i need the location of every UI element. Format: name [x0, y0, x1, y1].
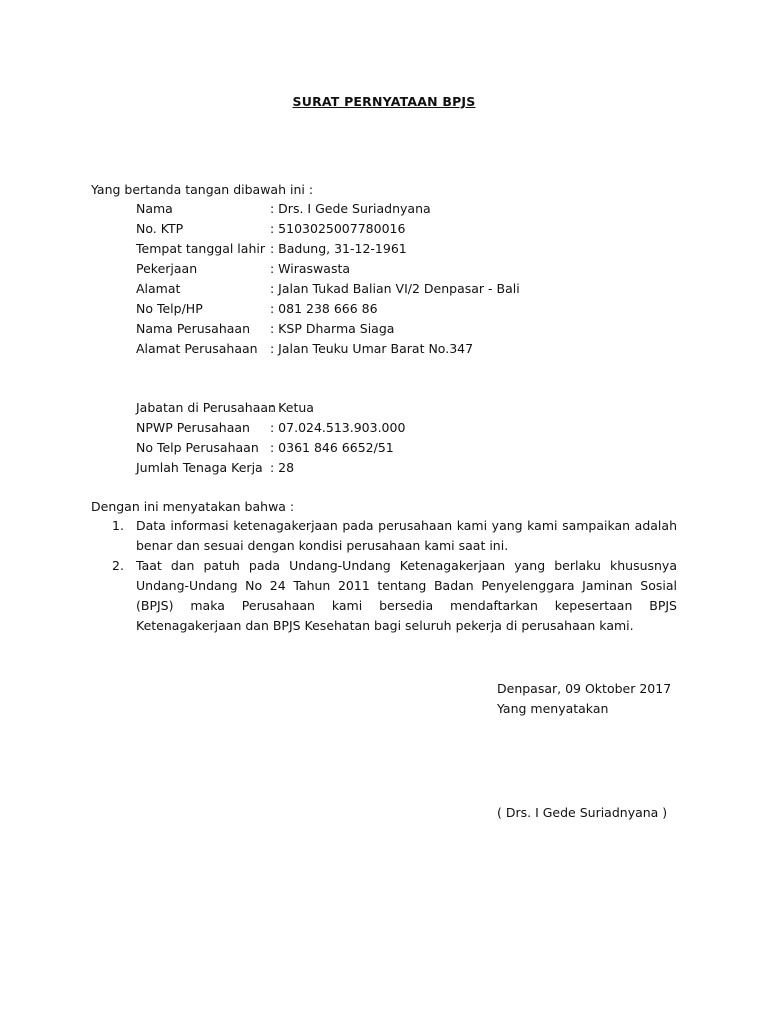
- field-row-address: [136, 279, 696, 299]
- list-text: Data informasi ketenagakerjaan pada perusahaan kami yang kami sampaikan adalah benar dan sesuai dengan kondisi perusahaan kami saat ini.: [136, 518, 677, 553]
- personal-details: [136, 199, 696, 359]
- intro-text: Yang bertanda tangan dibawah ini :: [91, 182, 314, 197]
- field-value: : KSP Dharma Siaga: [270, 321, 395, 336]
- company-details: [136, 398, 696, 478]
- field-label: Alamat: [136, 281, 181, 296]
- field-label: No Telp/HP: [136, 301, 203, 316]
- field-value: : Jalan Teuku Umar Barat No.347: [270, 341, 474, 356]
- field-row-company-name: [136, 319, 696, 339]
- field-label: Nama: [136, 201, 173, 216]
- statement-list: [112, 516, 677, 636]
- field-row-position: [136, 398, 696, 418]
- field-row-workforce: [136, 458, 696, 478]
- field-row-npwp: [136, 418, 696, 438]
- place-date: Denpasar, 09 Oktober 2017: [497, 681, 672, 696]
- field-row-nama: [136, 199, 696, 219]
- field-value: : Ketua: [270, 400, 314, 415]
- field-value: : Badung, 31-12-1961: [270, 241, 407, 256]
- field-row-company-phone: [136, 438, 696, 458]
- signer-name: ( Drs. I Gede Suriadnyana ): [497, 805, 668, 820]
- field-label: No Telp Perusahaan: [136, 440, 259, 455]
- list-item: [112, 516, 677, 556]
- field-label: NPWP Perusahaan: [136, 420, 250, 435]
- field-label: Alamat Perusahaan: [136, 341, 258, 356]
- field-value: : 07.024.513.903.000: [270, 420, 406, 435]
- field-label: Tempat tanggal lahir: [136, 241, 265, 256]
- signature-block: [497, 679, 671, 719]
- field-label: Nama Perusahaan: [136, 321, 251, 336]
- field-row-birth: [136, 239, 696, 259]
- field-label: No. KTP: [136, 221, 184, 236]
- list-item: [112, 556, 677, 636]
- field-value: : Wiraswasta: [270, 261, 351, 276]
- field-label: Pekerjaan: [136, 261, 198, 276]
- list-number: 2.: [112, 558, 124, 573]
- document-title: SURAT PERNYATAAN BPJS: [292, 94, 476, 109]
- field-value: : Jalan Tukad Balian VI/2 Denpasar - Bali: [270, 281, 520, 296]
- field-row-occupation: [136, 259, 696, 279]
- statement-intro: Dengan ini menyatakan bahwa :: [91, 499, 295, 514]
- field-value: : 081 238 666 86: [270, 301, 378, 316]
- field-row-company-address: [136, 339, 696, 359]
- field-value: : 0361 846 6652/51: [270, 440, 394, 455]
- signer-caption: Yang menyatakan: [497, 701, 609, 716]
- field-value: : 28: [270, 460, 295, 475]
- field-row-ktp: [136, 219, 696, 239]
- field-value: : 5103025007780016: [270, 221, 406, 236]
- list-number: 1.: [112, 518, 124, 533]
- field-label: Jumlah Tenaga Kerja: [136, 460, 263, 475]
- field-label: Jabatan di Perusahaan: [136, 400, 276, 415]
- field-value: : Drs. I Gede Suriadnyana: [270, 201, 431, 216]
- field-row-phone: [136, 299, 696, 319]
- list-text: Taat dan patuh pada Undang-Undang Ketenagakerjaan yang berlaku khususnya Undang-Undang No 24 Tahun 2011 tentang Badan Penyelenggara Jaminan Sosial (BPJS) maka Perusahaan kami bersedia mendaftarkan kepesertaan BPJS Ketenagakerjaan dan BPJS Kesehatan bagi seluruh pekerja di perusahaan kami.: [136, 558, 677, 633]
